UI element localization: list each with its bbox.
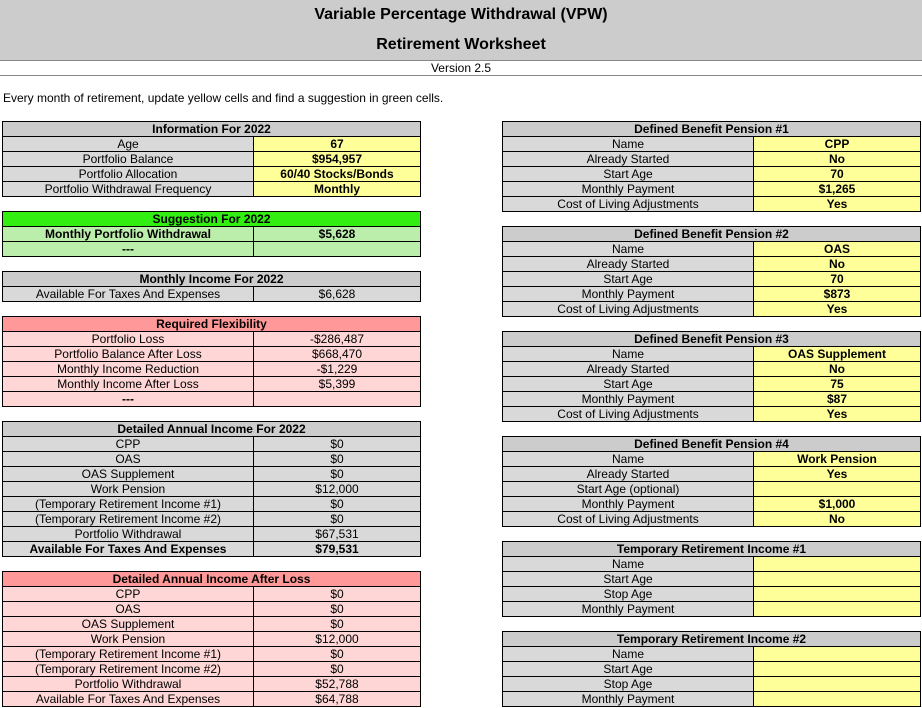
pension1-started-label: Already Started [503,152,754,167]
temp2-payment-label: Monthly Payment [503,692,754,707]
pension2-name-label: Name [503,242,754,257]
temp1-start-age-cell[interactable] [754,572,921,587]
pension2-started-label: Already Started [503,257,754,272]
flex-balance-label: Portfolio Balance After Loss [3,347,254,362]
pension1-cola-label: Cost of Living Adjustments [503,197,754,212]
flex-after-label: Monthly Income After Loss [3,377,254,392]
suggestion-table [2,211,421,257]
after-temp2-label: (Temporary Retirement Income #2) [3,662,254,677]
annual-oas-supp-cell[interactable]: $0 [254,467,421,482]
after-temp2-cell[interactable]: $0 [254,662,421,677]
after-withdrawal-cell[interactable]: $52,788 [254,677,421,692]
after-cpp-label: CPP [3,587,254,602]
pension3-start-age-label: Start Age [503,377,754,392]
info-table [2,121,421,197]
annual-oas-label: OAS [3,452,254,467]
temp1-payment-label: Monthly Payment [503,602,754,617]
temp2-stop-age-label: Stop Age [503,677,754,692]
pension4-cola-label: Cost of Living Adjustments [503,512,754,527]
temp1-stop-age-label: Stop Age [503,587,754,602]
annual-cpp-cell[interactable]: $0 [254,437,421,452]
info-balance-cell[interactable]: $954,957 [254,152,421,167]
pension1-start-age-cell[interactable]: 70 [754,167,921,182]
pension2-start-age-label: Start Age [503,272,754,287]
after-oas-label: OAS [3,602,254,617]
pension3-payment-label: Monthly Payment [503,392,754,407]
pension2-name-cell[interactable]: OAS [754,242,921,257]
after-total-cell[interactable]: $64,788 [254,692,421,707]
annual-withdrawal-label: Portfolio Withdrawal [3,527,254,542]
annual-oas-supp-label: OAS Supplement [3,467,254,482]
pension4-start-age-label: Start Age (optional) [503,482,754,497]
flex-reduction-label: Monthly Income Reduction [3,362,254,377]
annual-oas-cell[interactable]: $0 [254,452,421,467]
sheet-subtitle: Retirement Worksheet [376,36,546,53]
pension3-name-cell[interactable]: OAS Supplement [754,347,921,362]
suggestion-extra-label: --- [3,242,254,257]
annual-temp1-cell[interactable]: $0 [254,497,421,512]
pension2-payment-cell[interactable]: $873 [754,287,921,302]
pension4-started-label: Already Started [503,467,754,482]
pension3-started-label: Already Started [503,362,754,377]
monthly-income-label: Available For Taxes And Expenses [3,287,254,302]
after-oas-supp-cell[interactable]: $0 [254,617,421,632]
pension3-table [502,331,921,422]
pension4-started-cell[interactable]: Yes [754,467,921,482]
pension1-name-label: Name [503,137,754,152]
annual-income-table [2,421,421,557]
annual-total-cell[interactable]: $79,531 [254,542,421,557]
pension1-start-age-label: Start Age [503,167,754,182]
instructions-text: Every month of retirement, update yellow cells and find a suggestion in green cells. [3,91,444,105]
after-temp1-cell[interactable]: $0 [254,647,421,662]
after-oas-cell[interactable]: $0 [254,602,421,617]
pension2-cola-cell[interactable]: Yes [754,302,921,317]
temp2-start-age-cell[interactable] [754,662,921,677]
pension4-name-label: Name [503,452,754,467]
temp2-start-age-label: Start Age [503,662,754,677]
temp2-payment-cell[interactable] [754,692,921,707]
temp1-name-cell[interactable] [754,557,921,572]
pension2-header: Defined Benefit Pension #2 [503,227,921,242]
after-oas-supp-label: OAS Supplement [3,617,254,632]
temp2-table [502,631,921,707]
annual-total-label: Available For Taxes And Expenses [3,542,254,557]
pension1-payment-cell[interactable]: $1,265 [754,182,921,197]
annual-temp2-label: (Temporary Retirement Income #2) [3,512,254,527]
flex-extra-cell[interactable] [254,392,421,407]
monthly-income-table [2,271,421,302]
info-header: Information For 2022 [3,122,421,137]
after-cpp-cell[interactable]: $0 [254,587,421,602]
pension2-cola-label: Cost of Living Adjustments [503,302,754,317]
annual-temp2-cell[interactable]: $0 [254,512,421,527]
pension2-started-cell[interactable]: No [754,257,921,272]
after-total-label: Available For Taxes And Expenses [3,692,254,707]
annual-work-cell[interactable]: $12,000 [254,482,421,497]
flex-loss-cell[interactable]: -$286,487 [254,332,421,347]
pension1-cola-cell[interactable]: Yes [754,197,921,212]
temp1-table [502,541,921,617]
temp1-start-age-label: Start Age [503,572,754,587]
pension3-name-label: Name [503,347,754,362]
temp2-header: Temporary Retirement Income #2 [503,632,921,647]
flexibility-header: Required Flexibility [3,317,421,332]
pension4-payment-cell[interactable]: $1,000 [754,497,921,512]
suggestion-withdrawal-label: Monthly Portfolio Withdrawal [3,227,254,242]
pension4-payment-label: Monthly Payment [503,497,754,512]
pension1-name-cell[interactable]: CPP [754,137,921,152]
suggestion-extra-cell[interactable] [254,242,421,257]
annual-after-loss-table [2,571,421,707]
temp2-name-label: Name [503,647,754,662]
after-loss-header: Detailed Annual Income After Loss [3,572,421,587]
temp2-stop-age-cell[interactable] [754,677,921,692]
pension2-payment-label: Monthly Payment [503,287,754,302]
info-age-label: Age [3,137,254,152]
pension1-header: Defined Benefit Pension #1 [503,122,921,137]
after-work-cell[interactable]: $12,000 [254,632,421,647]
flex-balance-cell[interactable]: $668,470 [254,347,421,362]
pension3-start-age-cell[interactable]: 75 [754,377,921,392]
pension1-table [502,121,921,212]
annual-cpp-label: CPP [3,437,254,452]
info-balance-label: Portfolio Balance [3,152,254,167]
suggestion-withdrawal-cell[interactable]: $5,628 [254,227,421,242]
pension3-payment-cell[interactable]: $87 [754,392,921,407]
info-allocation-label: Portfolio Allocation [3,167,254,182]
annual-temp1-label: (Temporary Retirement Income #1) [3,497,254,512]
annual-income-header: Detailed Annual Income For 2022 [3,422,421,437]
after-withdrawal-label: Portfolio Withdrawal [3,677,254,692]
info-allocation-cell[interactable]: 60/40 Stocks/Bonds [254,167,421,182]
flex-reduction-cell[interactable]: -$1,229 [254,362,421,377]
temp1-payment-cell[interactable] [754,602,921,617]
info-age-cell[interactable]: 67 [254,137,421,152]
flex-extra-label: --- [3,392,254,407]
pension2-table [502,226,921,317]
info-frequency-cell[interactable]: Monthly [254,182,421,197]
sheet-title: Variable Percentage Withdrawal (VPW) [314,6,608,23]
annual-work-label: Work Pension [3,482,254,497]
flexibility-table [2,316,421,407]
temp1-header: Temporary Retirement Income #1 [503,542,921,557]
pension3-header: Defined Benefit Pension #3 [503,332,921,347]
pension4-name-cell[interactable]: Work Pension [754,452,921,467]
flex-loss-label: Portfolio Loss [3,332,254,347]
pension3-started-cell[interactable]: No [754,362,921,377]
pension2-start-age-cell[interactable]: 70 [754,272,921,287]
annual-withdrawal-cell[interactable]: $67,531 [254,527,421,542]
info-frequency-label: Portfolio Withdrawal Frequency [3,182,254,197]
suggestion-header: Suggestion For 2022 [3,212,421,227]
header-band [0,0,922,61]
pension4-header: Defined Benefit Pension #4 [503,437,921,452]
pension3-cola-label: Cost of Living Adjustments [503,407,754,422]
pension4-start-age-cell[interactable] [754,482,921,497]
version-label: Version 2.5 [0,61,922,76]
pension1-payment-label: Monthly Payment [503,182,754,197]
temp1-name-label: Name [503,557,754,572]
after-work-label: Work Pension [3,632,254,647]
flex-after-cell[interactable]: $5,399 [254,377,421,392]
pension3-cola-cell[interactable]: Yes [754,407,921,422]
monthly-income-header: Monthly Income For 2022 [3,272,421,287]
pension4-cola-cell[interactable]: No [754,512,921,527]
pension4-table [502,436,921,527]
temp1-stop-age-cell[interactable] [754,587,921,602]
monthly-income-cell[interactable]: $6,628 [254,287,421,302]
temp2-name-cell[interactable] [754,647,921,662]
pension1-started-cell[interactable]: No [754,152,921,167]
after-temp1-label: (Temporary Retirement Income #1) [3,647,254,662]
